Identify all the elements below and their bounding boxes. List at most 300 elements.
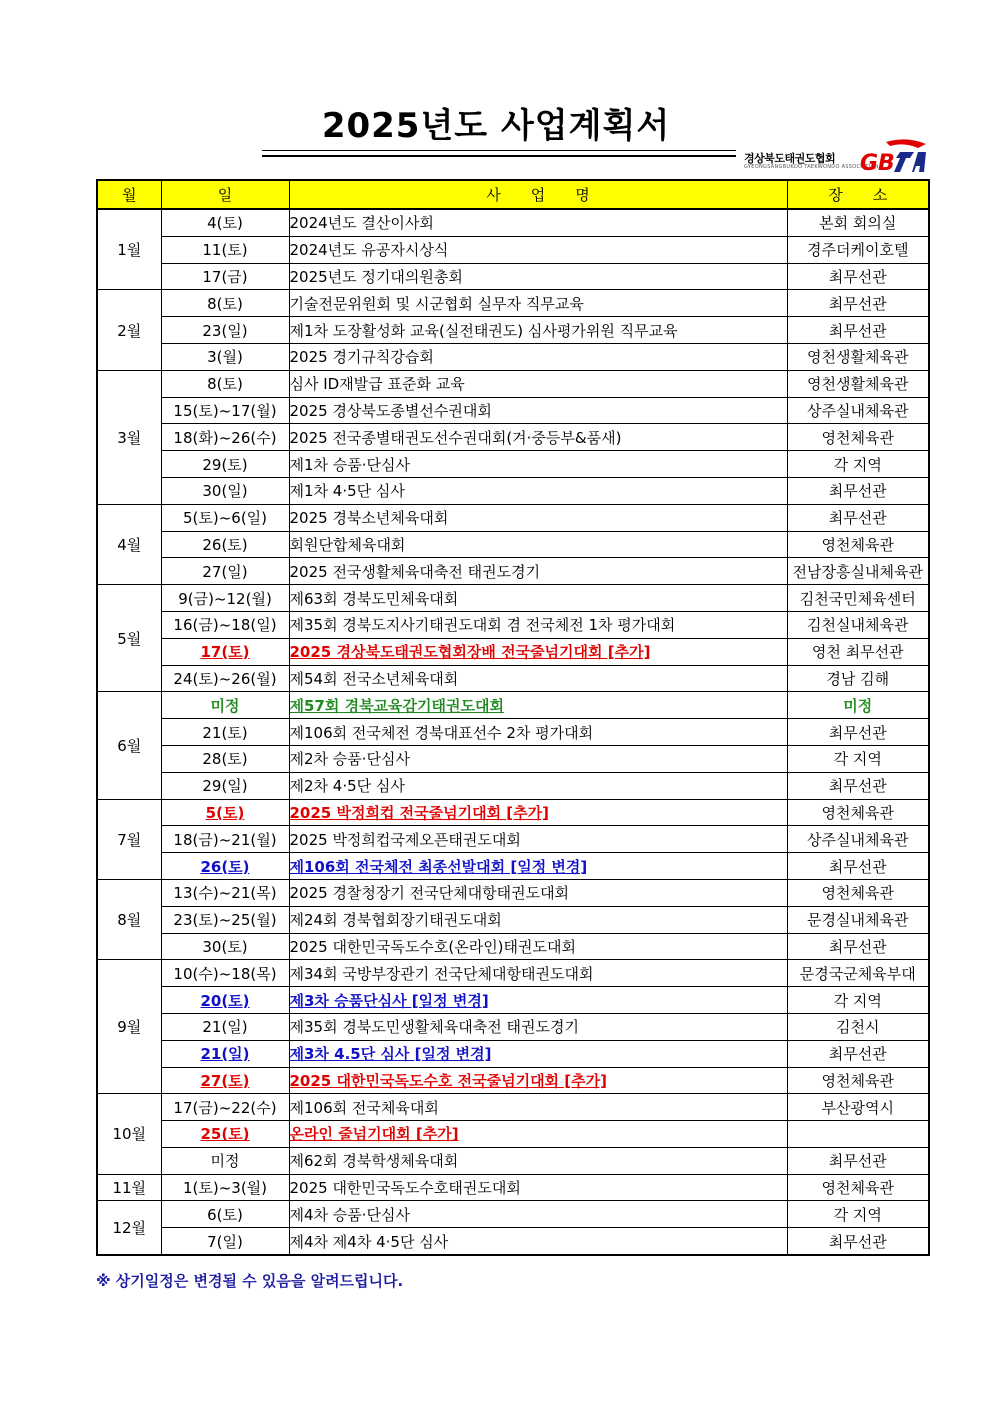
- event-cell: [289, 906, 787, 933]
- event-cell-text: 2025 전국생활체육대축전 태권도경기: [289, 562, 541, 581]
- date-cell: [161, 1094, 289, 1121]
- date-cell: [161, 692, 289, 719]
- table-row: [97, 906, 929, 933]
- date-cell: [161, 799, 289, 826]
- logo-text: 경상북도태권도협회: [744, 152, 836, 165]
- date-cell: [161, 906, 289, 933]
- date-cell-text: 9(금)~12(월): [178, 589, 272, 608]
- date-cell: [161, 1174, 289, 1201]
- date-cell: [161, 826, 289, 853]
- date-cell: [161, 638, 289, 665]
- header-place: 장 소: [787, 180, 929, 209]
- event-cell-text: 2025 대한민국독도수호태권도대회: [289, 1179, 521, 1198]
- event-cell-text: 제57회 경북교육감기태권도대회: [289, 696, 504, 715]
- place-cell-text: 최무선관: [828, 937, 887, 956]
- place-cell: [787, 236, 929, 263]
- place-cell: [787, 745, 929, 772]
- event-cell-text: 제1차 승품·단심사: [289, 455, 411, 474]
- date-cell-text: 25(토): [200, 1125, 250, 1144]
- event-cell-text: 제35회 경북도지사기태권도대회 겸 전국체전 1차 평가대회: [289, 616, 676, 635]
- place-cell: [787, 665, 929, 692]
- event-cell-text: 2025 경찰청장기 전국단체대항태권도대회: [289, 884, 570, 903]
- month-cell: 12월: [97, 1201, 161, 1255]
- place-cell: [787, 451, 929, 478]
- date-cell-text: 24(토)~26(월): [173, 669, 277, 688]
- event-cell-text: 2025 경북소년체육대회: [289, 509, 449, 528]
- event-cell-text: 제24회 경북협회장기태권도대회: [289, 911, 502, 930]
- date-cell-text: 17(금)~22(수): [173, 1098, 277, 1117]
- title-underline-thin: [262, 150, 736, 151]
- month-cell: 8월: [97, 879, 161, 959]
- date-cell-text: 6(토): [207, 1205, 243, 1224]
- event-cell-text: 제34회 국방부장관기 전국단체대항태권도대회: [289, 964, 594, 983]
- table-row: [97, 745, 929, 772]
- place-cell-text: 최무선관: [828, 509, 887, 528]
- table-row: [97, 1121, 929, 1148]
- event-cell: [289, 236, 787, 263]
- table-row: [97, 1067, 929, 1094]
- date-cell-text: 미정: [210, 1152, 240, 1171]
- place-cell-text: 최무선관: [828, 267, 887, 286]
- date-cell-text: 미정: [210, 696, 240, 715]
- place-cell-text: 영천생활체육관: [807, 348, 909, 367]
- event-cell: [289, 558, 787, 585]
- event-cell: [289, 960, 787, 987]
- event-cell-text: 제106회 전국체육대회: [289, 1098, 439, 1117]
- date-cell-text: 3(월): [207, 348, 243, 367]
- event-cell-text: 2025 경기규칙강습회: [289, 348, 434, 367]
- date-cell: [161, 451, 289, 478]
- place-cell: [787, 638, 929, 665]
- event-cell-text: 2024년도 결산이사회: [289, 214, 434, 233]
- place-cell: [787, 343, 929, 370]
- event-cell: [289, 719, 787, 746]
- date-cell-text: 10(수)~18(목): [173, 964, 277, 983]
- place-cell: [787, 987, 929, 1014]
- place-cell: [787, 1067, 929, 1094]
- place-cell-text: 본회 회의실: [819, 214, 897, 233]
- event-cell: [289, 1174, 787, 1201]
- place-cell-text: 최무선관: [828, 857, 887, 876]
- event-cell: [289, 1094, 787, 1121]
- page-title: 2025년도 사업계획서: [321, 106, 671, 146]
- date-cell: [161, 424, 289, 451]
- association-logo: [744, 138, 928, 174]
- event-cell-text: 2025 경상북도종별선수권대회: [289, 401, 492, 420]
- event-cell: [289, 424, 787, 451]
- event-cell: [289, 638, 787, 665]
- place-cell: [787, 1201, 929, 1228]
- date-cell-text: 18(화)~26(수): [173, 428, 277, 447]
- table-row: [97, 772, 929, 799]
- table-row: [97, 879, 929, 906]
- event-cell: [289, 745, 787, 772]
- place-cell: [787, 1174, 929, 1201]
- date-cell: [161, 1228, 289, 1255]
- event-cell-text: 2025 박정희컵국제오픈태권도대회: [289, 830, 521, 849]
- place-cell-text: 최무선관: [828, 1152, 887, 1171]
- place-cell-text: 경주더케이호텔: [807, 241, 909, 260]
- place-cell-text: 문경실내체육관: [807, 911, 909, 930]
- event-cell: [289, 665, 787, 692]
- event-cell-text: 제35회 경북도민생활체육대축전 태권도경기: [289, 1018, 579, 1037]
- event-cell: [289, 1147, 787, 1174]
- event-cell: [289, 263, 787, 290]
- date-cell: [161, 370, 289, 397]
- place-cell: [787, 531, 929, 558]
- gbta-logo-icon: [856, 138, 928, 174]
- event-cell-text: 제4차 제4차 4·5단 심사: [289, 1232, 449, 1251]
- place-cell-text: 각 지역: [833, 1205, 882, 1224]
- event-cell: [289, 209, 787, 236]
- date-cell: [161, 209, 289, 236]
- month-cell: 9월: [97, 960, 161, 1094]
- place-cell-text: 부산광역시: [821, 1098, 894, 1117]
- date-cell-text: 17(토): [200, 643, 250, 662]
- event-cell: [289, 504, 787, 531]
- place-cell: [787, 290, 929, 317]
- date-cell: [161, 879, 289, 906]
- table-row: [97, 1094, 929, 1121]
- event-cell-text: 2025 전국종별태권도선수권대회(겨·중등부&품새): [289, 428, 622, 447]
- date-cell-text: 27(토): [200, 1071, 250, 1090]
- date-cell-text: 30(토): [202, 937, 248, 956]
- event-cell-text: 2025 박정희컵 전국줄넘기대회 [추가]: [289, 803, 549, 822]
- event-cell: [289, 1013, 787, 1040]
- table-row: [97, 933, 929, 960]
- place-cell: [787, 209, 929, 236]
- place-cell-text: 미정: [843, 696, 873, 715]
- month-cell: 7월: [97, 799, 161, 879]
- date-cell-text: 11(토): [202, 241, 248, 260]
- table-row: [97, 1040, 929, 1067]
- table-body: [97, 209, 929, 1255]
- place-cell-text: 김천시: [836, 1018, 880, 1037]
- place-cell: [787, 504, 929, 531]
- date-cell-text: 27(일): [202, 562, 248, 581]
- event-cell: [289, 611, 787, 638]
- place-cell-text: 영천생활체육관: [807, 375, 909, 394]
- event-cell: [289, 987, 787, 1014]
- date-cell-text: 4(토): [207, 214, 243, 233]
- date-cell-text: 23(일): [202, 321, 248, 340]
- date-cell: [161, 665, 289, 692]
- table-row: [97, 853, 929, 880]
- place-cell: [787, 799, 929, 826]
- place-cell: [787, 1147, 929, 1174]
- place-cell-text: 영천체육관: [821, 1071, 894, 1090]
- date-cell-text: 21(일): [202, 1018, 248, 1037]
- date-cell-text: 8(토): [207, 294, 243, 313]
- table-row: [97, 1147, 929, 1174]
- place-cell: [787, 1040, 929, 1067]
- event-cell-text: 온라인 줄넘기대회 [추가]: [289, 1125, 459, 1144]
- place-cell-text: 최무선관: [828, 723, 887, 742]
- place-cell: [787, 853, 929, 880]
- place-cell: [787, 370, 929, 397]
- place-cell: [787, 1094, 929, 1121]
- event-cell-text: 제3차 4.5단 심사 [일정 변경]: [289, 1045, 492, 1064]
- place-cell: [787, 424, 929, 451]
- month-cell: 1월: [97, 209, 161, 290]
- month-cell: 2월: [97, 290, 161, 370]
- month-cell: 4월: [97, 504, 161, 584]
- place-cell-text: 각 지역: [833, 455, 882, 474]
- table-row: [97, 317, 929, 344]
- event-cell-text: 2024년도 유공자시상식: [289, 241, 449, 260]
- event-cell-text: 제106회 전국체전 최종선발대회 [일정 변경]: [289, 857, 588, 876]
- date-cell: [161, 1201, 289, 1228]
- event-cell: [289, 1067, 787, 1094]
- table-row: [97, 799, 929, 826]
- table-header-row: [97, 180, 929, 209]
- event-cell: [289, 1040, 787, 1067]
- date-cell-text: 5(토): [205, 803, 245, 822]
- event-cell: [289, 585, 787, 612]
- event-cell: [289, 451, 787, 478]
- event-cell: [289, 879, 787, 906]
- place-cell-text: 김천실내체육관: [807, 616, 909, 635]
- date-cell: [161, 477, 289, 504]
- table-row: [97, 719, 929, 746]
- date-cell: [161, 772, 289, 799]
- place-cell: [787, 933, 929, 960]
- table-row: [97, 451, 929, 478]
- place-cell: [787, 772, 929, 799]
- date-cell: [161, 719, 289, 746]
- place-cell: [787, 585, 929, 612]
- date-cell: [161, 960, 289, 987]
- event-cell-text: 제4차 승품·단심사: [289, 1205, 411, 1224]
- header-day: 일: [161, 180, 289, 209]
- table-row: [97, 263, 929, 290]
- table-row: [97, 236, 929, 263]
- place-cell-text: 영천체육관: [821, 803, 894, 822]
- date-cell-text: 29(토): [202, 455, 248, 474]
- place-cell-text: 각 지역: [833, 750, 882, 769]
- logo-subtext: GYEONGSANGBUKDO TAEKWONDO ASSOCIATION: [744, 164, 879, 170]
- place-cell-text: 최무선관: [828, 777, 887, 796]
- place-cell-text: 상주실내체육관: [807, 830, 909, 849]
- date-cell-text: 5(토)~6(일): [182, 509, 268, 528]
- event-cell: [289, 1201, 787, 1228]
- date-cell: [161, 745, 289, 772]
- place-cell-text: 영천체육관: [821, 884, 894, 903]
- table-row: [97, 397, 929, 424]
- svg-text:GB: GB: [860, 151, 895, 174]
- date-cell-text: 26(토): [202, 535, 248, 554]
- table-row: [97, 290, 929, 317]
- month-cell: 5월: [97, 585, 161, 692]
- date-cell: [161, 1067, 289, 1094]
- place-cell: [787, 719, 929, 746]
- place-cell-text: 영천체육관: [821, 428, 894, 447]
- place-cell: [787, 397, 929, 424]
- date-cell: [161, 290, 289, 317]
- place-cell: [787, 611, 929, 638]
- event-cell: [289, 370, 787, 397]
- place-cell: [787, 477, 929, 504]
- date-cell: [161, 531, 289, 558]
- date-cell-text: 29(일): [202, 777, 248, 796]
- event-cell-text: 제1차 도장활성화 교육(실전태권도) 심사평가위원 직무교육: [289, 321, 678, 340]
- place-cell-text: 경남 김해: [826, 669, 890, 688]
- table-row: [97, 826, 929, 853]
- place-cell: [787, 906, 929, 933]
- place-cell: [787, 263, 929, 290]
- date-cell-text: 1(토)~3(월): [182, 1179, 268, 1198]
- event-cell-text: 제2차 승품·단심사: [289, 750, 411, 769]
- event-cell: [289, 692, 787, 719]
- event-cell: [289, 799, 787, 826]
- date-cell-text: 16(금)~18(일): [173, 616, 277, 635]
- event-cell: [289, 772, 787, 799]
- event-cell: [289, 397, 787, 424]
- month-cell: 6월: [97, 692, 161, 799]
- table-row: [97, 1013, 929, 1040]
- table-row: [97, 504, 929, 531]
- place-cell-text: 최무선관: [828, 482, 887, 501]
- event-cell-text: 제54회 전국소년체육대회: [289, 669, 459, 688]
- table-row: [97, 665, 929, 692]
- place-cell: [787, 692, 929, 719]
- place-cell-text: 전남장흥실내체육관: [792, 562, 923, 581]
- event-cell: [289, 853, 787, 880]
- event-cell: [289, 477, 787, 504]
- table-row: [97, 1201, 929, 1228]
- date-cell: [161, 1121, 289, 1148]
- event-cell-text: 제62회 경북학생체육대회: [289, 1152, 459, 1171]
- event-cell: [289, 317, 787, 344]
- table-row: [97, 558, 929, 585]
- date-cell-text: 18(금)~21(월): [173, 830, 277, 849]
- date-cell-text: 17(금): [202, 267, 248, 286]
- event-cell-text: 제3차 승품단심사 [일정 변경]: [289, 991, 489, 1010]
- event-cell: [289, 826, 787, 853]
- date-cell-text: 20(토): [200, 991, 250, 1010]
- table-row: [97, 343, 929, 370]
- place-cell-text: 최무선관: [828, 1045, 887, 1064]
- event-cell-text: 제1차 4·5단 심사: [289, 482, 405, 501]
- event-cell-text: 2025 경상북도태권도협회장배 전국줄넘기대회 [추가]: [289, 643, 651, 662]
- date-cell-text: 26(토): [200, 857, 250, 876]
- date-cell-text: 13(수)~21(목): [173, 884, 277, 903]
- event-cell-text: 제2차 4·5단 심사: [289, 777, 405, 796]
- table-row: [97, 424, 929, 451]
- date-cell-text: 21(일): [200, 1045, 250, 1064]
- place-cell-text: 영천 최무선관: [811, 643, 904, 662]
- place-cell-text: 문경국군체육부대: [799, 964, 916, 983]
- date-cell-text: 15(토)~17(월): [173, 401, 277, 420]
- event-cell: [289, 1121, 787, 1148]
- place-cell: [787, 960, 929, 987]
- event-cell-text: 기술전문위원회 및 시군협회 실무자 직무교육: [289, 294, 584, 313]
- date-cell: [161, 558, 289, 585]
- table-row: [97, 585, 929, 612]
- event-cell-text: 2025년도 정기대의원총회: [289, 267, 463, 286]
- event-cell: [289, 933, 787, 960]
- table-row: [97, 1228, 929, 1255]
- date-cell: [161, 504, 289, 531]
- month-cell: 3월: [97, 370, 161, 504]
- place-cell-text: 최무선관: [828, 321, 887, 340]
- month-cell: 10월: [97, 1094, 161, 1174]
- place-cell: [787, 317, 929, 344]
- place-cell-text: 각 지역: [833, 991, 882, 1010]
- header-month: 월: [97, 180, 161, 209]
- header-event: 사 업 명: [289, 180, 787, 209]
- place-cell: [787, 1228, 929, 1255]
- month-cell: 11월: [97, 1174, 161, 1201]
- date-cell: [161, 1147, 289, 1174]
- event-cell-text: 회원단합체육대회: [289, 535, 406, 554]
- table-row: [97, 987, 929, 1014]
- table-row: [97, 692, 929, 719]
- date-cell-text: 7(일): [207, 1232, 243, 1251]
- date-cell: [161, 317, 289, 344]
- date-cell: [161, 987, 289, 1014]
- date-cell: [161, 397, 289, 424]
- schedule-change-note: ※ 상기일정은 변경될 수 있음을 알려드립니다.: [96, 1272, 404, 1290]
- table-row: [97, 960, 929, 987]
- date-cell: [161, 933, 289, 960]
- date-cell-text: 23(토)~25(월): [173, 911, 277, 930]
- event-cell-text: 제63회 경북도민체육대회: [289, 589, 459, 608]
- place-cell: [787, 558, 929, 585]
- place-cell-text: 영천체육관: [821, 535, 894, 554]
- date-cell-text: 8(토): [207, 375, 243, 394]
- place-cell: [787, 1121, 929, 1148]
- event-cell-text: 2025 대한민국독도수호 전국줄넘기대회 [추가]: [289, 1071, 607, 1090]
- event-cell: [289, 531, 787, 558]
- table-row: [97, 1174, 929, 1201]
- place-cell-text: 김천국민체육센터: [799, 589, 916, 608]
- table-row: [97, 531, 929, 558]
- table-row: [97, 370, 929, 397]
- place-cell-text: 최무선관: [828, 1232, 887, 1251]
- table-row: [97, 638, 929, 665]
- place-cell-text: 최무선관: [828, 294, 887, 313]
- event-cell: [289, 1228, 787, 1255]
- date-cell-text: 30(일): [202, 482, 248, 501]
- place-cell-text: 상주실내체육관: [807, 401, 909, 420]
- date-cell: [161, 611, 289, 638]
- date-cell: [161, 343, 289, 370]
- date-cell: [161, 585, 289, 612]
- date-cell: [161, 1013, 289, 1040]
- place-cell: [787, 1013, 929, 1040]
- date-cell-text: 21(토): [202, 723, 248, 742]
- event-cell: [289, 290, 787, 317]
- date-cell: [161, 853, 289, 880]
- table-row: [97, 209, 929, 236]
- event-cell-text: 심사 ID재발급 표준화 교육: [289, 375, 465, 394]
- table-row: [97, 611, 929, 638]
- event-cell-text: 2025 대한민국독도수호(온라인)태권도대회: [289, 937, 576, 956]
- table-row: [97, 477, 929, 504]
- date-cell: [161, 1040, 289, 1067]
- business-plan-table: [96, 179, 930, 1256]
- event-cell-text: 제106회 전국체전 경북대표선수 2차 평가대회: [289, 723, 594, 742]
- title-underline-thick: [262, 155, 736, 157]
- date-cell: [161, 263, 289, 290]
- date-cell-text: 28(토): [202, 750, 248, 769]
- event-cell: [289, 343, 787, 370]
- place-cell: [787, 879, 929, 906]
- place-cell-text: 영천체육관: [821, 1179, 894, 1198]
- date-cell: [161, 236, 289, 263]
- place-cell: [787, 826, 929, 853]
